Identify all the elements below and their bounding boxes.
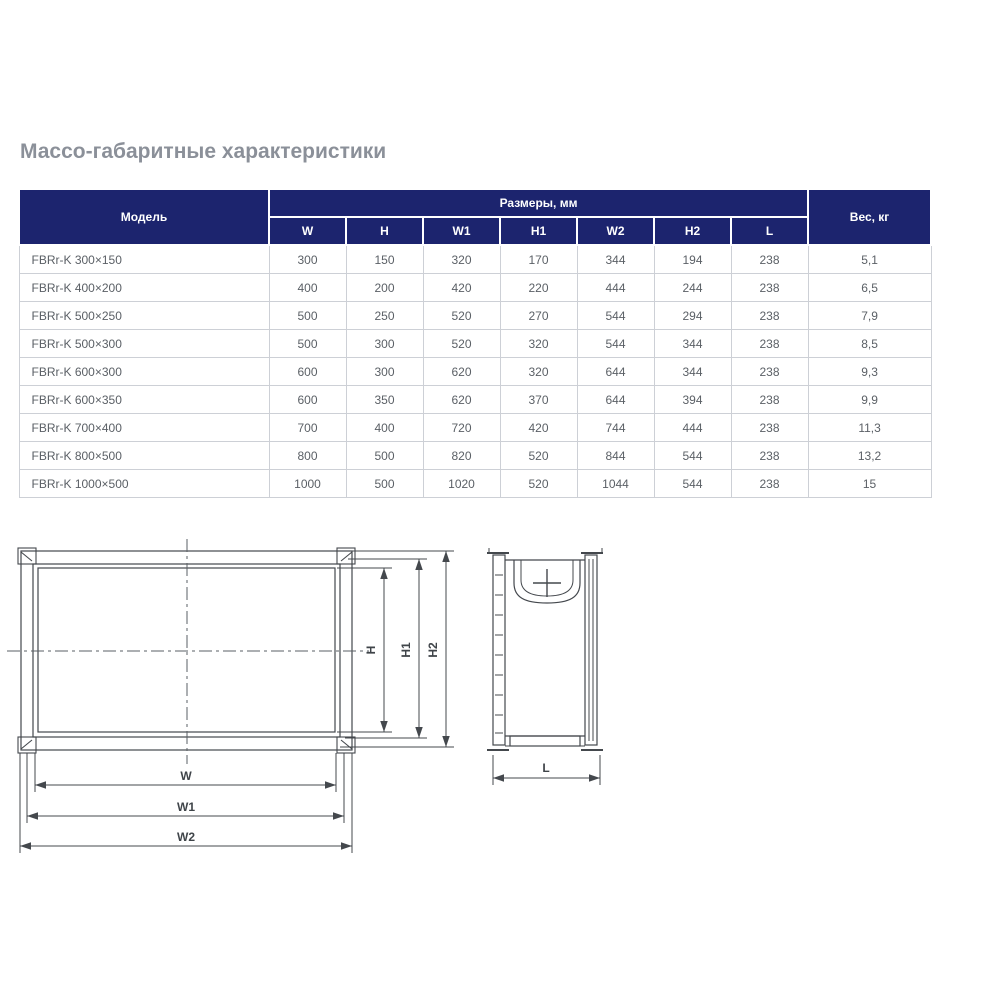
value-cell: 644 bbox=[577, 358, 654, 386]
table-row bbox=[19, 358, 931, 386]
value-cell: 7,9 bbox=[808, 302, 931, 330]
value-cell: 500 bbox=[269, 330, 346, 358]
value-cell: 238 bbox=[731, 358, 808, 386]
col-header-w: W bbox=[269, 217, 346, 245]
dim-label-w: W bbox=[180, 769, 192, 783]
page-title: Массо-габаритные характеристики bbox=[20, 140, 387, 163]
value-cell: 320 bbox=[500, 358, 577, 386]
value-cell: 5,1 bbox=[808, 245, 931, 274]
value-cell: 520 bbox=[423, 302, 500, 330]
value-cell: 744 bbox=[577, 414, 654, 442]
value-cell: 238 bbox=[731, 414, 808, 442]
dim-label-h2: H2 bbox=[426, 642, 440, 658]
value-cell: 320 bbox=[500, 330, 577, 358]
value-cell: 250 bbox=[346, 302, 423, 330]
value-cell: 9,3 bbox=[808, 358, 931, 386]
side-view-drawing bbox=[487, 548, 603, 750]
table-row bbox=[19, 470, 931, 498]
model-cell: FBRr-K 500×250 bbox=[19, 302, 269, 330]
value-cell: 544 bbox=[577, 330, 654, 358]
value-cell: 400 bbox=[346, 414, 423, 442]
value-cell: 13,2 bbox=[808, 442, 931, 470]
dim-label-w1: W1 bbox=[177, 800, 195, 814]
value-cell: 844 bbox=[577, 442, 654, 470]
value-cell: 420 bbox=[500, 414, 577, 442]
value-cell: 238 bbox=[731, 302, 808, 330]
value-cell: 294 bbox=[654, 302, 731, 330]
left-flange-bar bbox=[493, 555, 505, 745]
table-row bbox=[19, 386, 931, 414]
value-cell: 194 bbox=[654, 245, 731, 274]
dim-label-w2: W2 bbox=[177, 830, 195, 844]
value-cell: 394 bbox=[654, 386, 731, 414]
table-row bbox=[19, 274, 931, 302]
model-cell: FBRr-K 300×150 bbox=[19, 245, 269, 274]
right-flange-inner-lines bbox=[589, 559, 593, 741]
centerlines bbox=[7, 539, 369, 764]
value-cell: 600 bbox=[269, 358, 346, 386]
col-header-l: L bbox=[731, 217, 808, 245]
value-cell: 1000 bbox=[269, 470, 346, 498]
value-cell: 620 bbox=[423, 358, 500, 386]
technical-drawings bbox=[0, 535, 660, 880]
col-header-w1: W1 bbox=[423, 217, 500, 245]
value-cell: 1020 bbox=[423, 470, 500, 498]
value-cell: 270 bbox=[500, 302, 577, 330]
value-cell: 238 bbox=[731, 330, 808, 358]
dimensions-table-wrapper bbox=[18, 188, 932, 498]
value-cell: 238 bbox=[731, 386, 808, 414]
table-row bbox=[19, 330, 931, 358]
dim-label-h: H bbox=[364, 645, 378, 655]
value-cell: 644 bbox=[577, 386, 654, 414]
value-cell: 244 bbox=[654, 274, 731, 302]
value-cell: 238 bbox=[731, 245, 808, 274]
right-flange-bar bbox=[585, 555, 597, 745]
value-cell: 444 bbox=[654, 414, 731, 442]
table-row bbox=[19, 442, 931, 470]
value-cell: 544 bbox=[654, 442, 731, 470]
value-cell: 8,5 bbox=[808, 330, 931, 358]
front-view-drawing bbox=[7, 539, 369, 764]
left-flange-ticks bbox=[495, 575, 503, 733]
value-cell: 300 bbox=[346, 330, 423, 358]
table-row bbox=[19, 245, 931, 274]
plus-icon bbox=[533, 569, 561, 597]
table-row bbox=[19, 302, 931, 330]
value-cell: 6,5 bbox=[808, 274, 931, 302]
col-header-h: H bbox=[346, 217, 423, 245]
value-cell: 220 bbox=[500, 274, 577, 302]
value-cell: 700 bbox=[269, 414, 346, 442]
dim-label-h1: H1 bbox=[399, 642, 413, 658]
table-row bbox=[19, 414, 931, 442]
value-cell: 420 bbox=[423, 274, 500, 302]
col-header-w2: W2 bbox=[577, 217, 654, 245]
value-cell: 800 bbox=[269, 442, 346, 470]
model-cell: FBRr-K 1000×500 bbox=[19, 470, 269, 498]
value-cell: 500 bbox=[346, 470, 423, 498]
value-cell: 620 bbox=[423, 386, 500, 414]
model-cell: FBRr-K 400×200 bbox=[19, 274, 269, 302]
value-cell: 320 bbox=[423, 245, 500, 274]
value-cell: 544 bbox=[577, 302, 654, 330]
value-cell: 238 bbox=[731, 470, 808, 498]
dimensions-table bbox=[18, 188, 932, 498]
value-cell: 150 bbox=[346, 245, 423, 274]
value-cell: 9,9 bbox=[808, 386, 931, 414]
col-header-h2: H2 bbox=[654, 217, 731, 245]
value-cell: 600 bbox=[269, 386, 346, 414]
value-cell: 520 bbox=[500, 442, 577, 470]
value-cell: 300 bbox=[346, 358, 423, 386]
col-header-model: Модель bbox=[19, 189, 269, 245]
model-cell: FBRr-K 800×500 bbox=[19, 442, 269, 470]
value-cell: 344 bbox=[654, 330, 731, 358]
value-cell: 238 bbox=[731, 274, 808, 302]
value-cell: 11,3 bbox=[808, 414, 931, 442]
col-header-h1: H1 bbox=[500, 217, 577, 245]
value-cell: 520 bbox=[500, 470, 577, 498]
value-cell: 370 bbox=[500, 386, 577, 414]
model-cell: FBRr-K 600×300 bbox=[19, 358, 269, 386]
value-cell: 200 bbox=[346, 274, 423, 302]
model-cell: FBRr-K 700×400 bbox=[19, 414, 269, 442]
value-cell: 344 bbox=[577, 245, 654, 274]
value-cell: 500 bbox=[269, 302, 346, 330]
model-cell: FBRr-K 600×350 bbox=[19, 386, 269, 414]
value-cell: 300 bbox=[269, 245, 346, 274]
value-cell: 170 bbox=[500, 245, 577, 274]
col-header-weight: Вес, кг bbox=[808, 189, 931, 245]
value-cell: 720 bbox=[423, 414, 500, 442]
value-cell: 1044 bbox=[577, 470, 654, 498]
bottom-tray bbox=[510, 736, 580, 746]
value-cell: 400 bbox=[269, 274, 346, 302]
value-cell: 544 bbox=[654, 470, 731, 498]
value-cell: 820 bbox=[423, 442, 500, 470]
value-cell: 444 bbox=[577, 274, 654, 302]
value-cell: 350 bbox=[346, 386, 423, 414]
value-cell: 520 bbox=[423, 330, 500, 358]
value-cell: 344 bbox=[654, 358, 731, 386]
value-cell: 15 bbox=[808, 470, 931, 498]
model-cell: FBRr-K 500×300 bbox=[19, 330, 269, 358]
value-cell: 238 bbox=[731, 442, 808, 470]
dim-label-l: L bbox=[542, 761, 550, 775]
value-cell: 500 bbox=[346, 442, 423, 470]
col-header-dimensions-group: Размеры, мм bbox=[269, 189, 808, 217]
